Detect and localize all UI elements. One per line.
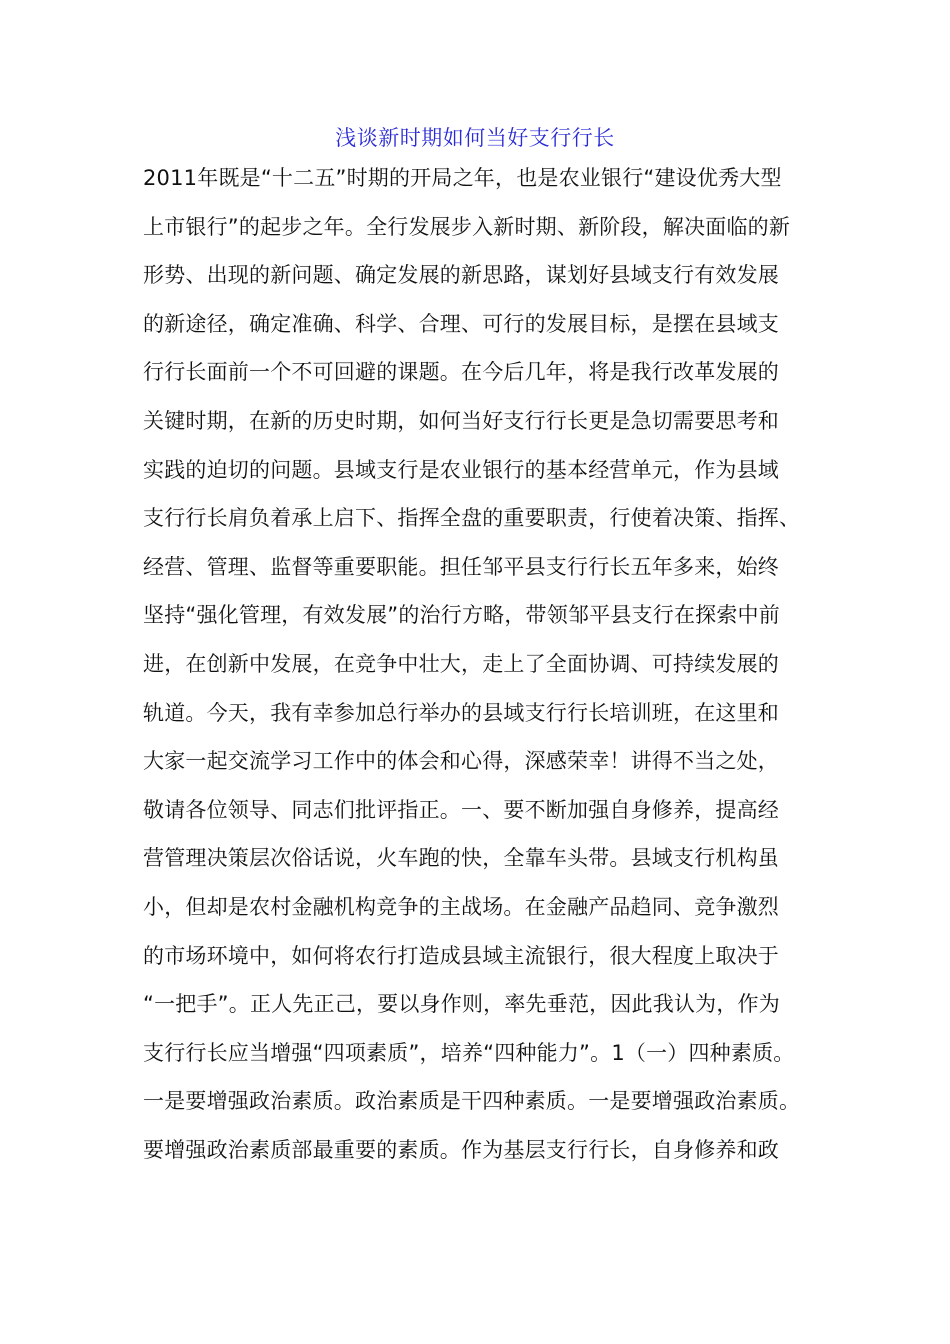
document-body <box>143 154 843 1174</box>
body-line: 轨道。今天，我有幸参加总行举办的县域支行行长培训班，在这里和 <box>143 700 779 725</box>
body-line: 支行行长肩负着承上启下、指挥全盘的重要职责，行使着决策、指挥、 <box>143 506 801 531</box>
body-line: 一是要增强政治素质。政治素质是干四种素质。一是要增强政治素质。 <box>143 1089 801 1114</box>
body-line: 要增强政治素质部最重要的素质。作为基层支行行长，自身修养和政 <box>143 1137 779 1162</box>
body-line: 形势、出现的新问题、确定发展的新思路，谋划好县域支行有效发展 <box>143 263 779 288</box>
body-line: 小，但却是农村金融机构竞争的主战场。在金融产品趋同、竞争激烈 <box>143 894 779 919</box>
body-line: 行行长面前一个不可回避的课题。在今后几年，将是我行改革发展的 <box>143 360 779 385</box>
body-line: 坚持“强化管理，有效发展”的治行方略，带领邹平县支行在探索中前 <box>143 603 780 628</box>
document-title: 浅谈新时期如何当好支行行长 <box>335 126 615 150</box>
body-line: 营管理决策层次俗话说，火车跑的快，全靠车头带。县域支行机构虽 <box>143 846 779 871</box>
body-line: “一把手”。正人先正己，要以身作则，率先垂范，因此我认为，作为 <box>143 992 780 1017</box>
body-line: 2011年既是“十二五”时期的开局之年，也是农业银行“建设优秀大型 <box>143 166 782 190</box>
body-line: 敬请各位领导、同志们批评指正。一、要不断加强自身修养，提高经 <box>143 797 779 822</box>
body-line: 大家一起交流学习工作中的体会和心得，深感荣幸！讲得不当之处， <box>143 749 779 774</box>
body-line: 关键时期，在新的历史时期，如何当好支行行长更是急切需要思考和 <box>143 408 779 433</box>
body-line: 的新途径，确定准确、科学、合理、可行的发展目标，是摆在县域支 <box>143 311 779 336</box>
body-line: 的市场环境中，如何将农行打造成县域主流银行，很大程度上取决于 <box>143 943 779 968</box>
body-line: 支行行长应当增强“四项素质”，培养“四种能力”。1（一）四种素质。 <box>143 1040 795 1065</box>
body-line: 经营、管理、监督等重要职能。担任邹平县支行行长五年多来，始终 <box>143 554 779 579</box>
body-line: 上市银行”的起步之年。全行发展步入新时期、新阶段，解决面临的新 <box>143 214 791 239</box>
body-line: 进，在创新中发展，在竞争中壮大，走上了全面协调、可持续发展的 <box>143 651 779 676</box>
body-line: 实践的迫切的问题。县域支行是农业银行的基本经营单元，作为县域 <box>143 457 779 482</box>
